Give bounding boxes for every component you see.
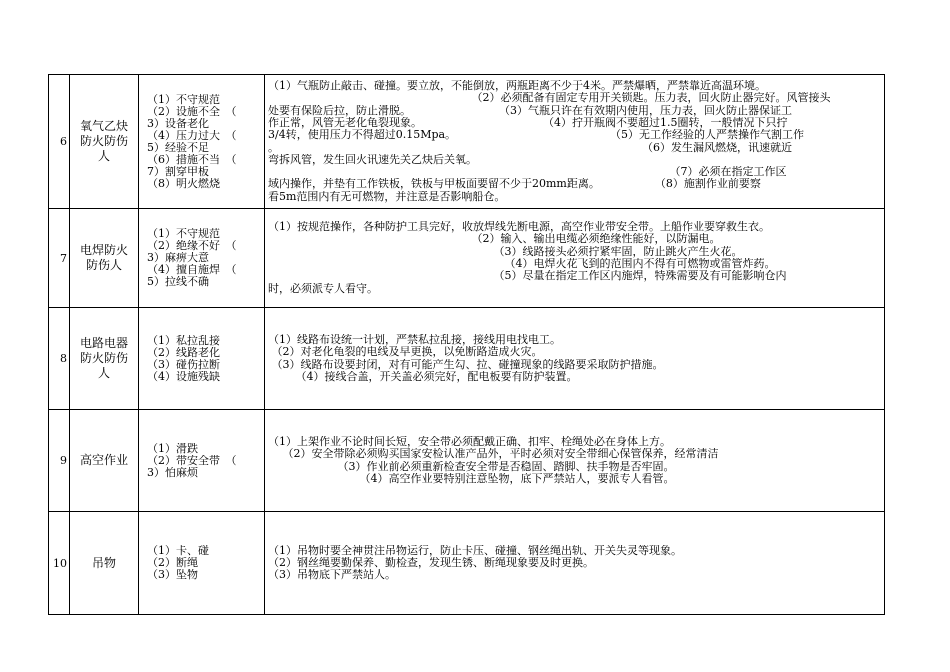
- measure-line: （2）输入、输出电缆必须绝缘性能好，以防漏电。: [268, 233, 721, 246]
- measure-line: （3）线路接头必须拧紧牢固，防止跳火产生火花。: [268, 245, 743, 258]
- category-line: 防火防伤: [79, 351, 128, 365]
- safety-measures: [265, 308, 885, 410]
- measure-line: 处要有保险后拉，防止滑脱。 （3）气瓶只许在有效期内使用，压力表，回火防止器保证工: [268, 104, 792, 117]
- measure-line: 3/4转，使用压力不得超过0.15Mpa。 （5）无工作经验的人严禁操作气割工作: [268, 129, 805, 142]
- table-row: [49, 410, 885, 512]
- hazard-cause-line: （1）私拉乱接: [147, 334, 220, 347]
- hazard-category: [70, 209, 139, 308]
- row-number: 8: [49, 308, 70, 410]
- safety-measures: [265, 209, 885, 308]
- measure-line: 看5m范围内有无可燃物，并注意是否影响船仓。: [268, 190, 506, 203]
- table-row: [49, 512, 885, 615]
- category-line: 防伤人: [85, 258, 122, 272]
- safety-measures-table: [48, 74, 885, 615]
- hazard-causes: [139, 410, 265, 512]
- hazard-cause-line: （3）坠物: [147, 569, 198, 581]
- measure-line: （4）接线合盖，开关盖必须完好，配电板要有防护装置。: [268, 370, 578, 383]
- row-number: 6: [49, 75, 70, 209]
- hazard-cause-line: （1）不守规范: [147, 228, 220, 240]
- hazard-category: [70, 308, 139, 410]
- measure-line: （3）线路布设要封闭，对有可能产生勾、拉、碰撞现象的线路要采取防护措施。: [268, 358, 664, 371]
- hazard-cause-line: （2）带安全带 （: [147, 454, 237, 467]
- measure-line: （4）电焊火花飞到的范围内不得有可燃物或雷管炸药。: [268, 258, 776, 270]
- measure-line: 弯拆风管，发生回火讯速先关乙炔后关氧。: [268, 153, 477, 166]
- table-row: [49, 75, 885, 209]
- row-number: 7: [49, 209, 70, 308]
- hazard-causes: [139, 75, 265, 209]
- category-line: 电焊防火: [79, 243, 128, 257]
- hazard-cause-line: （3）碰伤拉断: [147, 358, 220, 371]
- hazard-cause-line: （4）擅自施焊 （: [147, 264, 237, 276]
- hazard-category: [70, 512, 139, 615]
- hazard-cause-line: （1）不守规范: [147, 93, 220, 106]
- measure-line: （5）尽量在指定工作区内施焊，特殊需要及有可能影响仓内: [268, 270, 787, 283]
- measure-line: （2）对老化龟裂的电线及早更换，以免断路造成火灾。: [268, 346, 543, 359]
- measure-line: （2）安全带除必须购买国家安检认准产品外，平时必须对安全带细心保管保养，经常清洁: [268, 448, 719, 461]
- category-line: 防火防伤: [79, 134, 128, 148]
- measure-line: 域内操作，并垫有工作铁板，铁板与甲板面要留不少于20mm距离。 （8）施割作业前要察: [268, 178, 761, 191]
- category-line: 吊物: [91, 555, 116, 570]
- safety-measures: [265, 75, 885, 209]
- category-line: 高空作业: [79, 453, 128, 467]
- measure-line: （2）必须配备有固定专用开关锁匙。压力表，回火防止器完好。风管接头: [268, 92, 831, 105]
- measure-line: （7）必须在指定工作区: [268, 166, 787, 179]
- measure-line: （2）钢丝绳要勤保养、勤检查，发现生锈、断绳现象要及时更换。: [268, 556, 594, 569]
- category-line: 人: [97, 149, 110, 163]
- hazard-causes: [139, 308, 265, 410]
- measure-line: （1）吊物时要全神贯注吊物运行，防止卡压、碰撞、钢丝绳出轨、开关失灵等现象。: [268, 544, 682, 557]
- row-number: 10: [49, 512, 70, 615]
- category-line: 电路电器: [79, 336, 128, 350]
- hazard-cause-line: （1）滑跌: [147, 442, 198, 455]
- hazard-cause-line: 3）设备老化: [147, 117, 209, 130]
- measure-line: （4）高空作业要特别注意坠物，底下严禁站人，要派专人看管。: [268, 472, 675, 485]
- hazard-cause-line: （4）设施残缺: [147, 370, 220, 383]
- hazard-cause-line: （8）明火燃烧: [147, 177, 220, 190]
- safety-measures: [265, 512, 885, 615]
- measure-line: 。 （6）发生漏风燃烧，讯速就近: [268, 141, 792, 154]
- measure-line: 作正常，风管无老化龟裂现象。 （4）拧开瓶阀不要超过1.5圈转，一般情况下只拧: [268, 116, 788, 129]
- safety-measures: [265, 410, 885, 512]
- hazard-cause-line: 5）拉线不确: [147, 276, 209, 288]
- hazard-cause-line: （2）绝缘不好 （: [147, 240, 237, 252]
- hazard-cause-line: （2）设施不全 （: [147, 105, 237, 118]
- hazard-cause-line: （2）断绳: [147, 557, 198, 569]
- hazard-cause-line: （2）线路老化: [147, 346, 220, 359]
- measure-line: （3）作业前必须重新检查安全带是否稳固、踏脚、扶手物是否牢固。: [268, 460, 675, 473]
- row-number: 9: [49, 410, 70, 512]
- table-row: [49, 209, 885, 308]
- hazard-cause-line: 3）怕麻烦: [147, 466, 198, 479]
- table-row: [49, 308, 885, 410]
- hazard-causes: [139, 512, 265, 615]
- hazard-causes: [139, 209, 265, 308]
- category-line: 人: [97, 366, 110, 380]
- hazard-category: [70, 75, 139, 209]
- hazard-cause-line: 5）经验不足: [147, 141, 209, 154]
- hazard-cause-line: 3）麻痹大意: [147, 252, 209, 264]
- measure-line: （1）上架作业不论时间长短，安全带必须配戴正确、扣牢、栓绳处必在身体上方。: [268, 435, 671, 448]
- category-line: 氧气乙炔: [79, 119, 128, 133]
- hazard-cause-line: （6）措施不当 （: [147, 153, 237, 166]
- hazard-cause-line: （1）卡、碰: [147, 545, 209, 557]
- measure-line: （1）气瓶防止敲击、碰撞。要立放，不能倒放，两瓶距离不少于4米。严禁爆晒，严禁靠近高温环境。: [268, 80, 766, 93]
- measure-line: （1）按规范操作，各种防护工具完好，收放焊线先断电源，高空作业带安全带。上船作业要穿救生衣。: [268, 221, 770, 234]
- measure-line: （3）吊物底下严禁站人。: [268, 569, 396, 582]
- measure-line: （1）线路布设统一计划，严禁私拉乱接，接线用电找电工。: [268, 333, 561, 346]
- measure-line: 时，必须派专人看守。: [268, 282, 378, 295]
- hazard-category: [70, 410, 139, 512]
- hazard-cause-line: （4）压力过大 （: [147, 129, 237, 142]
- hazard-cause-line: 7）割穿甲板: [147, 165, 209, 178]
